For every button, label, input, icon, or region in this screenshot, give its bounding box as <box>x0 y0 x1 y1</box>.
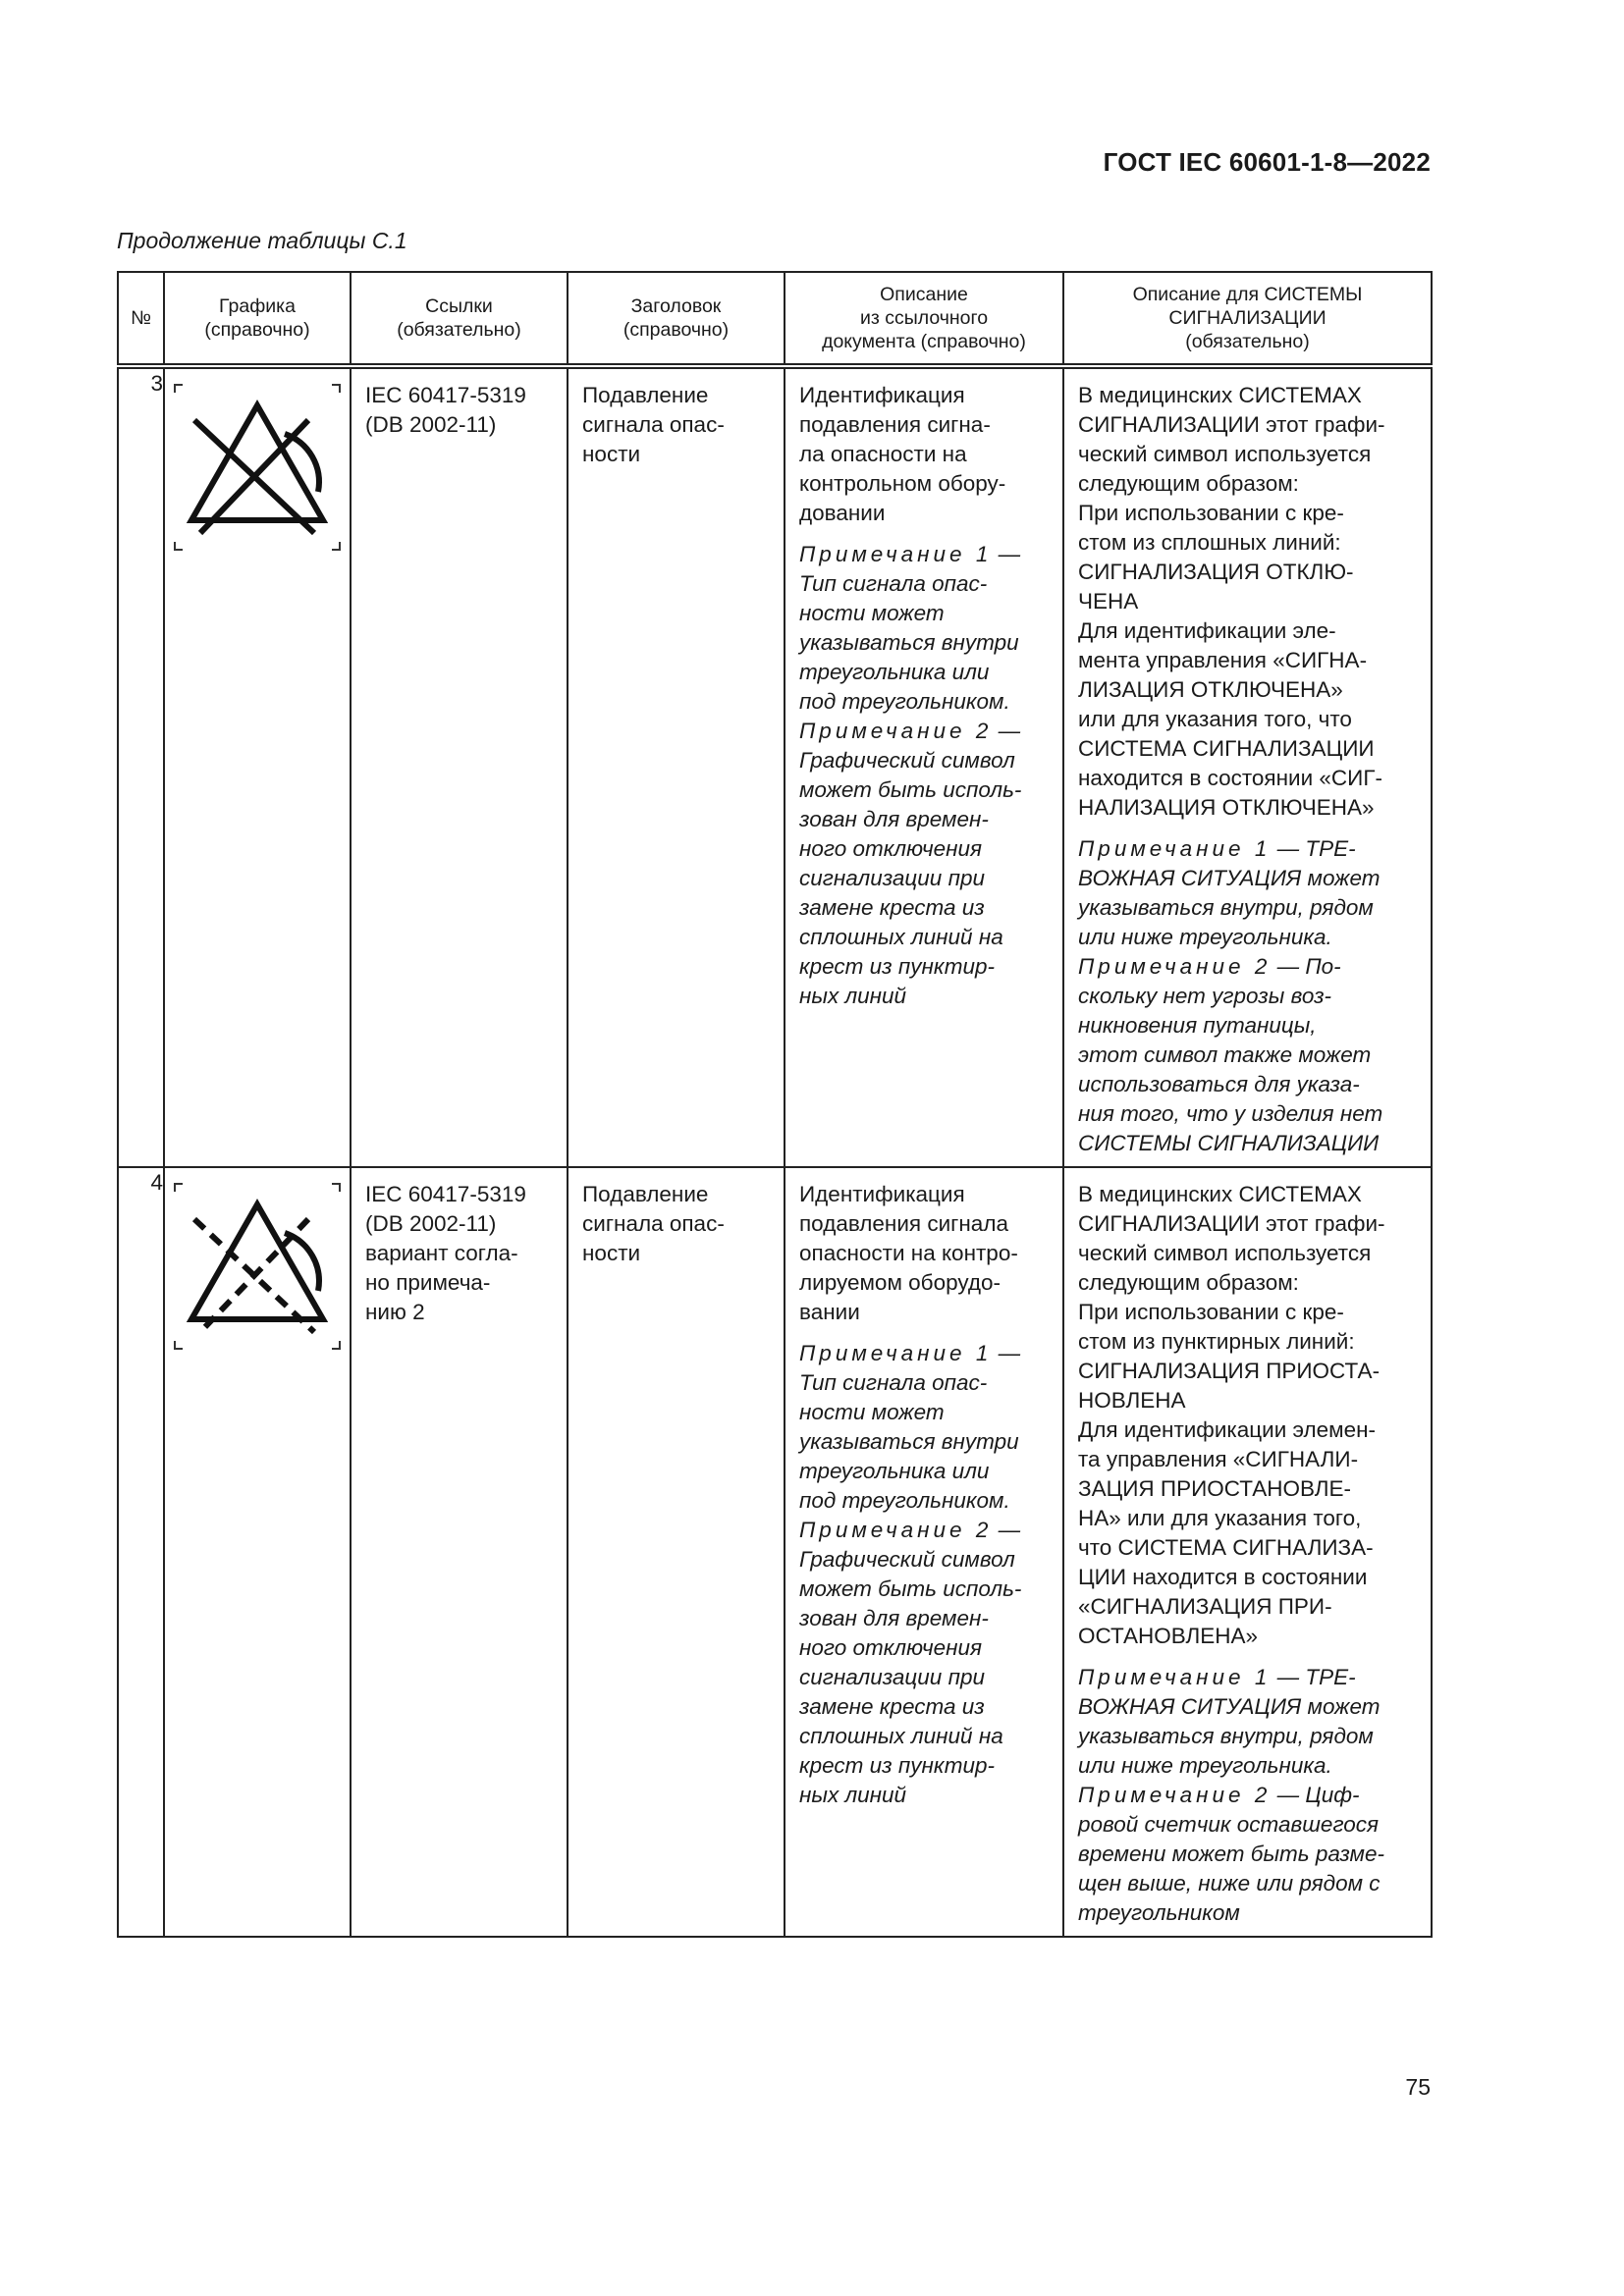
heading-line: Подавление <box>582 1182 709 1206</box>
note-line: треугольником <box>1078 1900 1240 1925</box>
ref-description-cell <box>785 1167 1063 1937</box>
table-row <box>118 1167 1432 1937</box>
description-line: НА» или для указания того, <box>1078 1506 1362 1530</box>
system-description-text <box>1064 369 1431 1166</box>
heading-text <box>568 369 784 477</box>
column-header-line: (обязательно) <box>1185 331 1310 352</box>
system-description-cell <box>1063 1167 1432 1937</box>
note-line: замене креста из <box>799 895 985 920</box>
graphic-cell <box>164 366 351 1167</box>
note-line: ных линий <box>799 1783 907 1807</box>
description-line: что СИСТЕМА СИГНАЛИЗА- <box>1078 1535 1374 1560</box>
note-line: или ниже треугольника. <box>1078 925 1332 949</box>
description-line: «СИГНАЛИЗАЦИЯ ПРИ- <box>1078 1594 1332 1619</box>
note-line: под треугольником. <box>799 689 1010 714</box>
note-line: ВОЖНАЯ СИТУАЦИЯ может <box>1078 866 1380 890</box>
note-label: Примечание 1 <box>799 542 993 566</box>
reference-cell <box>351 1167 568 1937</box>
note-label: Примечание 2 <box>1078 954 1272 979</box>
description-line: подавления сигна- <box>799 412 991 437</box>
description-line: СИГНАЛИЗАЦИЯ ОТКЛЮ- <box>1078 560 1354 584</box>
reference-text <box>352 369 567 448</box>
note-line: указываться внутри <box>799 1429 1019 1454</box>
column-header <box>118 272 164 366</box>
note-label: Примечание 2 <box>799 1518 993 1542</box>
column-header <box>1063 272 1432 366</box>
note-line: щен выше, ниже или рядом с <box>1078 1871 1380 1896</box>
description-line: Идентификация <box>799 1182 965 1206</box>
heading-text <box>568 1168 784 1276</box>
description-line: довании <box>799 501 886 525</box>
ref-description-text <box>785 369 1062 1019</box>
note-line: ровой счетчик оставшегося <box>1078 1812 1380 1837</box>
description-line: контрольном обору- <box>799 471 1006 496</box>
note-line: замене креста из <box>799 1694 985 1719</box>
note-line: времени может быть разме- <box>1078 1842 1384 1866</box>
system-description-cell <box>1063 366 1432 1167</box>
description-line: ОСТАНОВЛЕНА» <box>1078 1624 1259 1648</box>
column-header-line: из ссылочного <box>859 307 989 329</box>
note-line <box>799 1339 1049 1368</box>
note-line <box>799 540 1049 569</box>
description-line: При использовании с кре- <box>1078 501 1344 525</box>
description-line: НАЛИЗАЦИЯ ОТКЛЮЧЕНА» <box>1078 795 1375 820</box>
note-label: Примечание 2 <box>799 719 993 743</box>
reference-text <box>352 1168 567 1335</box>
column-header-line: (справочно) <box>623 319 730 341</box>
column-header-line: № <box>131 307 151 329</box>
column-header-line: (справочно) <box>204 319 310 341</box>
alarm-paused-triangle-dashed-cross-icon <box>171 1180 344 1353</box>
system-description-text <box>1064 1168 1431 1936</box>
reference-cell <box>351 366 568 1167</box>
row-number: 4 <box>118 1167 164 1937</box>
note-line: ного отключения <box>799 836 983 861</box>
note-line <box>1078 1663 1417 1692</box>
reference-line: IEC 60417-5319 <box>365 1182 526 1206</box>
note-line: указываться внутри, рядом <box>1078 1724 1374 1748</box>
note-line: сплошных линий на <box>799 1724 1003 1748</box>
column-header <box>351 272 568 366</box>
note-text: — Циф- <box>1276 1783 1360 1807</box>
description-line: ЗАЦИЯ ПРИОСТАНОВЛЕ- <box>1078 1476 1352 1501</box>
description-line: Для идентификации эле- <box>1078 618 1336 643</box>
description-line: СИГНАЛИЗАЦИИ этот графи- <box>1078 1211 1385 1236</box>
note-line <box>1078 834 1417 864</box>
description-line: подавления сигнала <box>799 1211 1008 1236</box>
description-line: или для указания того, что <box>1078 707 1352 731</box>
note-line <box>1078 1781 1417 1810</box>
note-line: ВОЖНАЯ СИТУАЦИЯ может <box>1078 1694 1380 1719</box>
note-block <box>799 540 1049 1011</box>
description-line: лируемом оборудо- <box>799 1270 1001 1295</box>
note-line <box>799 1516 1049 1545</box>
heading-line: ности <box>582 1241 641 1265</box>
description-line: ческий символ используется <box>1078 1241 1372 1265</box>
note-text: — ТРЕ- <box>1276 836 1356 861</box>
note-label: Примечание 2 <box>1078 1783 1272 1807</box>
note-line: может быть исполь- <box>799 1576 1022 1601</box>
column-header <box>164 272 351 366</box>
description-line: В медицинских СИСТЕМАХ <box>1078 383 1362 407</box>
description-line: ЧЕНА <box>1078 589 1139 614</box>
description-line: НОВЛЕНА <box>1078 1388 1186 1413</box>
column-header-line: Заголовок <box>630 295 722 317</box>
description-line: СИГНАЛИЗАЦИЯ ПРИОСТА- <box>1078 1359 1380 1383</box>
note-line <box>799 717 1049 746</box>
heading-cell <box>568 366 785 1167</box>
note-line: этот символ также может <box>1078 1042 1372 1067</box>
description-line: СИСТЕМА СИГНАЛИЗАЦИИ <box>1078 736 1375 761</box>
column-header-line: Описание <box>880 284 968 305</box>
note-line: сплошных линий на <box>799 925 1003 949</box>
note-line: сигнализации при <box>799 866 985 890</box>
description-line: ла опасности на <box>799 442 967 466</box>
column-header-line: Ссылки <box>425 295 493 317</box>
note-line: никновения путаницы, <box>1078 1013 1317 1038</box>
description-line: ЛИЗАЦИЯ ОТКЛЮЧЕНА» <box>1078 677 1343 702</box>
reference-line: (DB 2002-11) <box>365 412 497 437</box>
column-header-line: Графика <box>219 295 296 317</box>
description-line: Для идентификации элемен- <box>1078 1417 1377 1442</box>
note-line: сигнализации при <box>799 1665 985 1689</box>
note-line: Графический символ <box>799 748 1015 773</box>
note-text: — ТРЕ- <box>1276 1665 1356 1689</box>
note-line: скольку нет угрозы воз- <box>1078 984 1332 1008</box>
note-label: Примечание 1 <box>1078 1665 1272 1689</box>
description-line: следующим образом: <box>1078 1270 1299 1295</box>
column-header <box>785 272 1063 366</box>
note-line: под треугольником. <box>799 1488 1010 1513</box>
note-text: — <box>998 1518 1021 1542</box>
description-line: мента управления «СИГНА- <box>1078 648 1368 672</box>
heading-line: сигнала опас- <box>582 412 725 437</box>
graphic-cell <box>164 1167 351 1937</box>
description-line: СИГНАЛИЗАЦИИ этот графи- <box>1078 412 1385 437</box>
note-line <box>1078 952 1417 982</box>
ref-description-text <box>785 1168 1062 1818</box>
column-header-line: СИГНАЛИЗАЦИИ <box>1168 307 1326 329</box>
note-line: использоваться для указа- <box>1078 1072 1360 1096</box>
note-line: ности может <box>799 1400 945 1424</box>
note-label: Примечание 1 <box>1078 836 1272 861</box>
description-line: Идентификация <box>799 383 965 407</box>
description-line: находится в состоянии «СИГ- <box>1078 766 1383 790</box>
note-line: указываться внутри, рядом <box>1078 895 1374 920</box>
ref-description-cell <box>785 366 1063 1167</box>
column-header-line: документа (справочно) <box>822 331 1026 352</box>
note-line: треугольника или <box>799 660 990 684</box>
page-number: 75 <box>1405 2074 1431 2100</box>
symbols-table <box>117 271 1433 1938</box>
heading-line: ности <box>582 442 641 466</box>
column-header <box>568 272 785 366</box>
note-line: зован для времен- <box>799 807 989 831</box>
heading-cell <box>568 1167 785 1937</box>
note-block <box>1078 1663 1417 1928</box>
note-line: Тип сигнала опас- <box>799 571 988 596</box>
note-line: ности может <box>799 601 945 625</box>
column-header-line: (обязательно) <box>397 319 521 341</box>
description-line: При использовании с кре- <box>1078 1300 1344 1324</box>
description-line: та управления «СИГНАЛИ- <box>1078 1447 1359 1471</box>
description-line: следующим образом: <box>1078 471 1299 496</box>
note-label: Примечание 1 <box>799 1341 993 1365</box>
description-line: В медицинских СИСТЕМАХ <box>1078 1182 1362 1206</box>
table-caption: Продолжение таблицы С.1 <box>117 228 407 253</box>
note-line: ных линий <box>799 984 907 1008</box>
note-text: — <box>998 719 1021 743</box>
note-line: СИСТЕМЫ СИГНАЛИЗАЦИИ <box>1078 1131 1380 1155</box>
row-number: 3 <box>118 366 164 1167</box>
note-line: Графический символ <box>799 1547 1015 1572</box>
table-header-row <box>118 272 1432 366</box>
note-line: указываться внутри <box>799 630 1019 655</box>
reference-line: (DB 2002-11) <box>365 1211 497 1236</box>
heading-line: Подавление <box>582 383 709 407</box>
alarm-off-triangle-solid-cross-icon <box>171 381 344 554</box>
note-text: — По- <box>1276 954 1341 979</box>
reference-line: нию 2 <box>365 1300 425 1324</box>
description-line: ЦИИ находится в состоянии <box>1078 1565 1368 1589</box>
note-line: или ниже треугольника. <box>1078 1753 1332 1778</box>
note-line: крест из пунктир- <box>799 954 996 979</box>
note-line: ния того, что у изделия нет <box>1078 1101 1383 1126</box>
note-line: крест из пунктир- <box>799 1753 996 1778</box>
note-block <box>1078 834 1417 1158</box>
description-line: стом из сплошных линий: <box>1078 530 1341 555</box>
note-line: может быть исполь- <box>799 777 1022 802</box>
note-line: ного отключения <box>799 1635 983 1660</box>
document-title: ГОСТ IEC 60601-1-8—2022 <box>1103 147 1431 177</box>
column-header-line: Описание для СИСТЕМЫ <box>1132 284 1363 305</box>
description-line: ческий символ используется <box>1078 442 1372 466</box>
reference-line: IEC 60417-5319 <box>365 383 526 407</box>
table-row <box>118 366 1432 1167</box>
note-block <box>799 1339 1049 1810</box>
note-text: — <box>998 1341 1021 1365</box>
note-text: — <box>998 542 1021 566</box>
note-line: зован для времен- <box>799 1606 989 1630</box>
heading-line: сигнала опас- <box>582 1211 725 1236</box>
description-line: стом из пунктирных линий: <box>1078 1329 1355 1354</box>
reference-line: но примеча- <box>365 1270 491 1295</box>
reference-line: вариант согла- <box>365 1241 518 1265</box>
note-line: Тип сигнала опас- <box>799 1370 988 1395</box>
description-line: опасности на контро- <box>799 1241 1018 1265</box>
description-line: вании <box>799 1300 860 1324</box>
note-line: треугольника или <box>799 1459 990 1483</box>
